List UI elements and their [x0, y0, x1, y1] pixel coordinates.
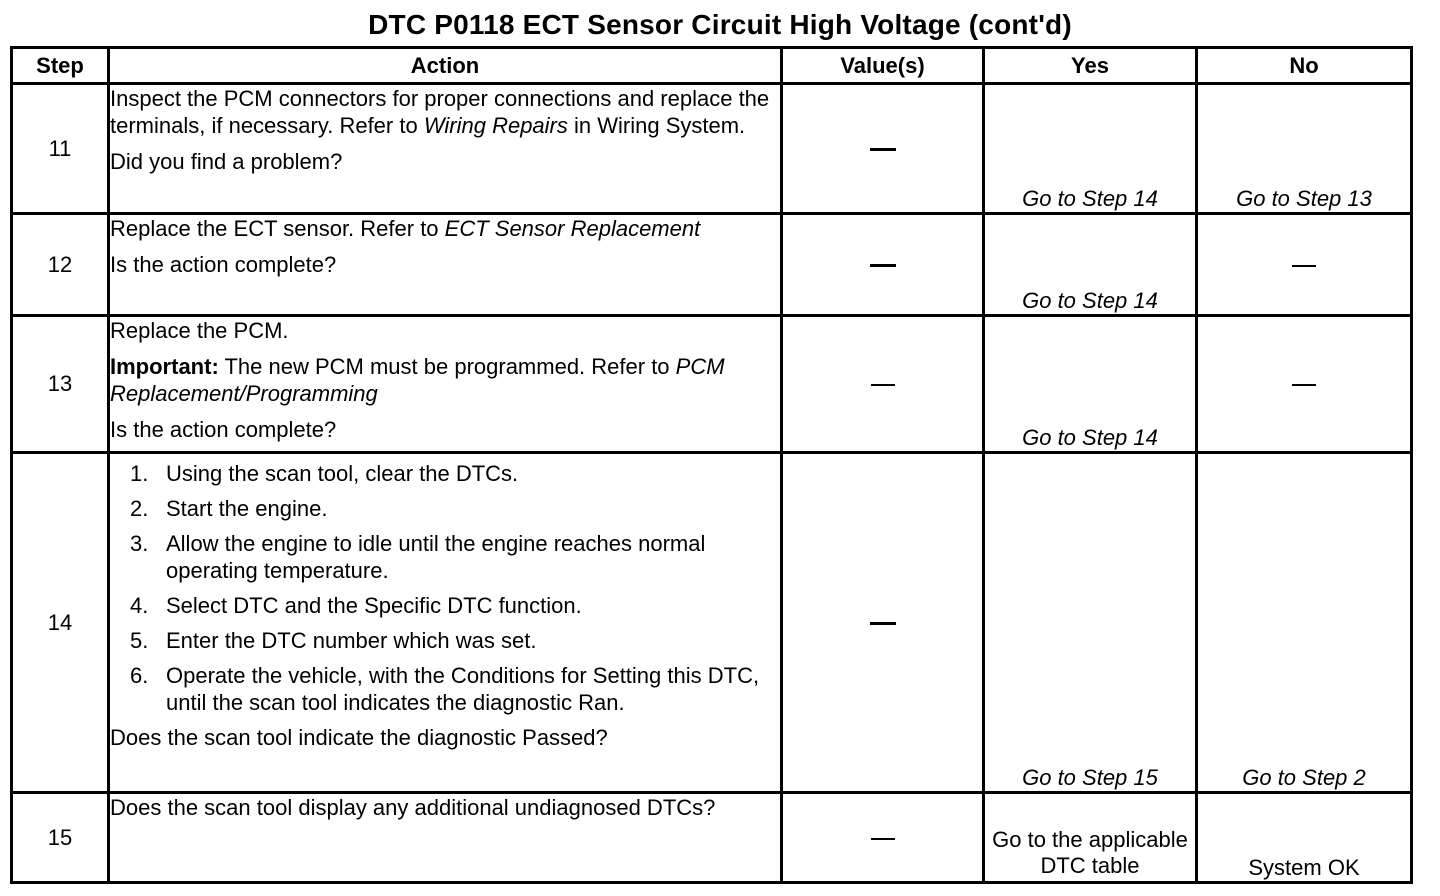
- page-title: DTC P0118 ECT Sensor Circuit High Voltage (cont'd): [368, 9, 1072, 40]
- action-cell: [109, 316, 782, 453]
- action-cell: [109, 214, 782, 316]
- no-cell: Go to Step 2: [1197, 453, 1412, 793]
- table-row: [12, 84, 1412, 214]
- list-item: 1. Using the scan tool, clear the DTCs.: [130, 461, 519, 486]
- step-number: 14: [12, 453, 109, 793]
- list-item: 2. Start the engine.: [130, 496, 328, 521]
- action-question: Does the scan tool display any additional undiagnosed DTCs?: [110, 795, 716, 820]
- value-cell: [782, 84, 984, 214]
- action-question: Is the action complete?: [110, 252, 337, 277]
- yes-cell: Go to Step 14: [984, 316, 1197, 453]
- reference-link: PCM Replacement/Programming: [110, 354, 725, 406]
- action-text: Replace the PCM.: [110, 318, 289, 343]
- value-dash: [871, 384, 895, 386]
- header-values: Value(s): [782, 48, 984, 84]
- table-row: [12, 316, 1412, 453]
- value-dash: [870, 264, 896, 267]
- value-dash: [870, 622, 896, 625]
- no-dash: [1292, 384, 1316, 386]
- action-question: Did you find a problem?: [110, 149, 343, 174]
- reference-link: Wiring Repairs: [423, 113, 568, 138]
- header-action: Action: [109, 48, 782, 84]
- value-cell: [782, 453, 984, 793]
- action-question: Is the action complete?: [110, 417, 337, 442]
- header-no: No: [1197, 48, 1412, 84]
- yes-cell: Go to Step 15: [984, 453, 1197, 793]
- diagnostic-table: [10, 46, 1413, 884]
- header-step: Step: [12, 48, 109, 84]
- header-yes: Yes: [984, 48, 1197, 84]
- action-text: Inspect the PCM connectors for proper connections and replace the terminals, if necessary. Refer to Wiring Repairs in Wiring System.: [110, 86, 770, 138]
- table-row: [12, 453, 1412, 793]
- action-cell: [109, 453, 782, 793]
- important-label: Important:: [110, 354, 219, 379]
- table-row: [12, 793, 1412, 883]
- value-cell: [782, 316, 984, 453]
- action-question: Does the scan tool indicate the diagnostic Passed?: [110, 725, 608, 750]
- step-number: 15: [12, 793, 109, 883]
- value-dash: [871, 838, 895, 840]
- reference-link: ECT Sensor Replacement: [444, 216, 701, 241]
- header-row: [12, 48, 1412, 84]
- list-item: 4. Select DTC and the Specific DTC function.: [130, 593, 582, 618]
- value-cell: [782, 793, 984, 883]
- value-dash: [870, 148, 896, 151]
- list-item: 3. Allow the engine to idle until the engine reaches normal operating temperature.: [130, 531, 706, 583]
- list-item: 5. Enter the DTC number which was set.: [130, 628, 537, 653]
- action-cell: [109, 84, 782, 214]
- step-number: 12: [12, 214, 109, 316]
- procedure-list: [110, 460, 780, 716]
- step-number: 11: [12, 84, 109, 214]
- action-cell: [109, 793, 782, 883]
- important-note: Important: The new PCM must be programmed. Refer to PCM Replacement/Programming: [110, 354, 725, 406]
- no-dash: [1292, 265, 1316, 267]
- no-cell: [1197, 316, 1412, 453]
- no-cell: System OK: [1197, 793, 1412, 883]
- yes-cell: Go to Step 14: [984, 84, 1197, 214]
- no-cell: Go to Step 13: [1197, 84, 1412, 214]
- yes-cell: Go to Step 14: [984, 214, 1197, 316]
- list-item: 6. Operate the vehicle, with the Conditions for Setting this DTC, until the scan tool indicates the diagnostic Ran.: [130, 663, 760, 715]
- value-cell: [782, 214, 984, 316]
- action-text: Replace the ECT sensor. Refer to ECT Sensor Replacement: [110, 216, 701, 241]
- table-row: [12, 214, 1412, 316]
- yes-cell: Go to the applicable DTC table: [984, 793, 1197, 883]
- no-cell: [1197, 214, 1412, 316]
- step-number: 13: [12, 316, 109, 453]
